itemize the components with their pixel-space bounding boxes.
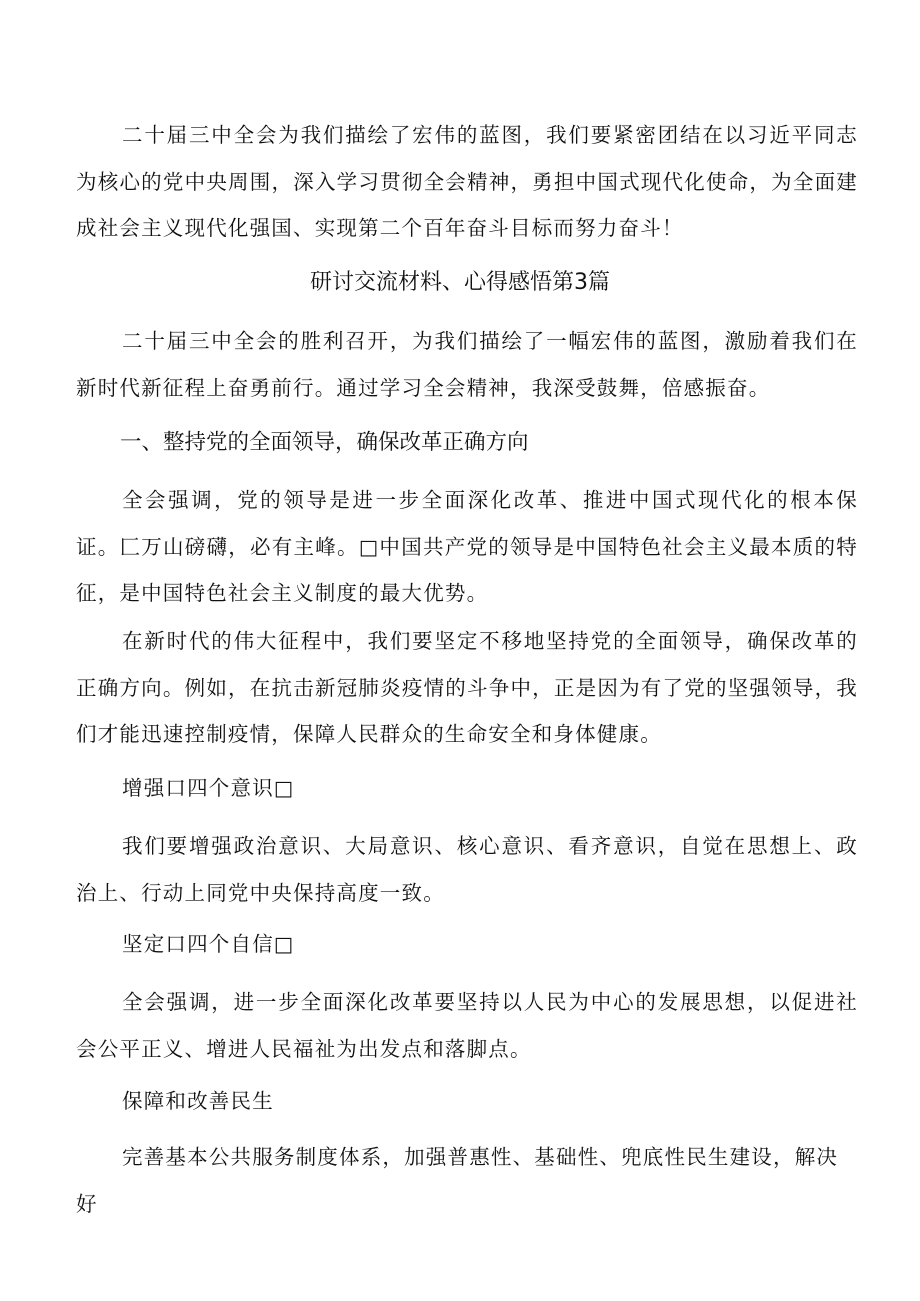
section-heading-1: 一、整持党的全面领导，确保改革正确方向	[120, 430, 529, 455]
subheading-four-consciousness: 增强口四个意识□	[122, 776, 295, 800]
paragraph-new-era: 在新时代的伟大征程中，我们要坚定不移地坚持党的全面领导，确保改革的正确方向。例如，在抗击新冠肺炎疫情的斗争中，正是因为有了党的坚强领导，我们才能迅速控制疫情，保障人民群众的生命安全和身体健康。	[76, 629, 858, 746]
subheading-four-confidences: 坚定口四个自信□	[122, 932, 295, 956]
paragraph-people-centered: 全会强调，进一步全面深化改革要坚持以人民为中心的发展思想，以促进社会公平正义、增进人民福祉为出发点和落脚点。	[76, 990, 858, 1061]
paragraph-opening: 二十届三中全会的胜利召开，为我们描绘了一幅宏伟的蓝图，激励着我们在新时代新征程上奋勇前行。通过学习全会精神，我深受鼓舞，倍感振奋。	[76, 329, 858, 400]
subheading-livelihood: 保障和改善民生	[122, 1089, 274, 1113]
paragraph-consciousness: 我们要增强政治意识、大局意识、核心意识、看齐意识，自觉在思想上、政治上、行动上同党中央保持高度一致。	[76, 834, 858, 905]
article-title: 研讨交流材料、心得感悟第3篇	[310, 270, 610, 295]
paragraph-intro: 二十届三中全会为我们描绘了宏伟的蓝图，我们要紧密团结在以习近平同志为核心的党中央周围，深入学习贯彻全会精神，勇担中国式现代化使命，为全面建成社会主义现代化强国、实现第二个百年奋斗目标而努力奋斗！	[76, 123, 858, 240]
paragraph-party-leadership: 全会强调，党的领导是进一步全面深化改革、推进中国式现代化的根本保证。匚万山磅礴，必有主峰。□中国共产党的领导是中国特色社会主义最本质的特征，是中国特色社会主义制度的最大优势。	[76, 488, 858, 605]
paragraph-public-services: 完善基本公共服务制度体系，加强普惠性、基础性、兜底性民生建设，解决好	[76, 1145, 839, 1216]
